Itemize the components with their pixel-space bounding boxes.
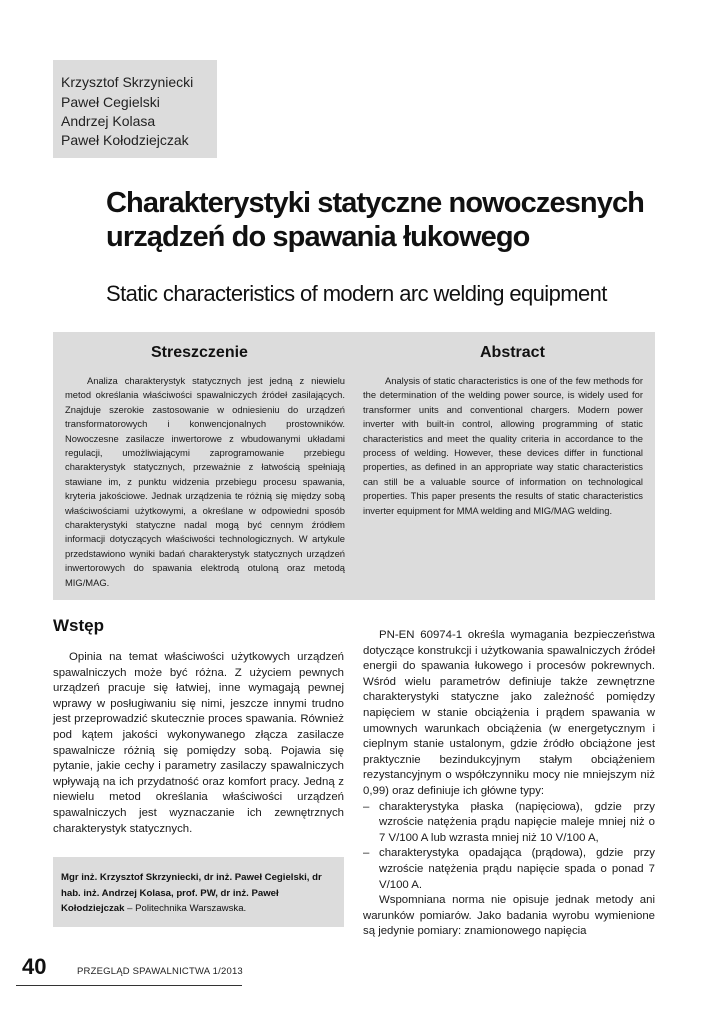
- list-dash: –: [363, 800, 370, 813]
- journal-name: PRZEGLĄD SPAWALNICTWA 1/2013: [77, 966, 243, 977]
- body-paragraph: PN-EN 60974-1 określa wymagania bezpieczeństwa dotyczące konstrukcji i użytkowania spawalniczych źródeł energii do spawania łukowego i procesów pokrewnych. Wśród wielu parametrów definiuje także zewnętrzne charakterystyki statyczne jako zależność pomiędzy napięciem w stanie obciążenia i prądem spawania w umownych warunkach obciążenia (w energetycznym i cieplnym stanie ustalonym, gdzie źródło obciążone jest praktycznie bezindukcyjnym stałym obciążeniem rezystancyjnym o współczynniku mocy nie mniejszym niż 0,99) oraz definiuje ich główne typy:: [363, 629, 655, 797]
- abstract-box: [53, 332, 655, 600]
- author-name: Krzysztof Skrzyniecki: [61, 74, 194, 90]
- list-dash: –: [363, 847, 370, 860]
- affiliation-names: Mgr inż. Krzysztof Skrzyniecki, dr inż. Paweł Cegielski, dr hab. inż. Andrzej Kolasa, prof. PW, dr inż. Paweł Kołodziejczak: [61, 872, 322, 914]
- body-paragraph: Wspomniana norma nie opisuje jednak metody ani warunków pomiarów. Jako badania wyrobu wymienione są jedynie pomiary: znamionowego napięcia: [363, 894, 655, 938]
- abstract-heading: Abstract: [480, 344, 545, 361]
- streszczenie-text: Analiza charakterystyk statycznych jest jedną z niewielu metod określania właściwości spawalniczych źródeł zasilających. Znajduje szerokie zastosowanie w odniesieniu do urządzeń transformatorowych i konwencjonalnych prostowników. Nowoczesne zasilacze inwertorowe z wbudowanymi układami regulacji, umożliwiającymi zaprogramowanie przebiegu charakterystyk statycznych, przeważnie z łatwością spełniają stawiane im, z punktu widzenia przebiegu procesu spawania, kryteria jakościowe. Jednak urządzenia te różnią się między sobą właściwościami użytkowymi, a określane w odpowiedni sposób charakterystyki statyczne nadal mogą być cennym źródłem informacji dotyczących właściwości technologicznych. W artykule przedstawiono wyniki badań charakterystyk statycznych urządzeń inwertorowych do spawania elektrodą otuloną oraz metodą MIG/MAG.: [65, 375, 345, 588]
- abstract-text: Analysis of static characteristics is one of the few methods for the determination of the welding power source, is widely used for transformer units and conventional chargers. Modern power inverter with built-in control, allowing programming of static characteristics and meet the quality criteria in accordance to the process of welding. However, these devices differ in functional properties, as defined in an appropriate way static characteristics can still be a valuable source of information on technological properties. This paper presents the results of static characteristics inverter equipment for MMA welding and MIG/MAG welding.: [363, 375, 643, 516]
- article-title: Charakterystyki statyczne nowoczesnych urządzeń do spawania łukowego: [106, 187, 644, 253]
- list-item: [363, 800, 655, 847]
- authors-box: [53, 60, 217, 158]
- author-name: Andrzej Kolasa: [61, 113, 156, 129]
- right-column: [363, 628, 655, 940]
- author-name: Paweł Kołodziejczak: [61, 132, 189, 148]
- author-name: Paweł Cegielski: [61, 94, 160, 110]
- list-item-text: charakterystyka płaska (napięciowa), gdzie przy wzroście natężenia prądu napięcie maleje mniej niż o 7 V/100 A lub wzrasta mniej niż 10 V/100 A,: [379, 800, 655, 844]
- streszczenie-heading: Streszczenie: [151, 344, 248, 361]
- list-item-text: charakterystyka opadająca (prądowa), gdzie przy wzroście natężenia prądu napięcie spada o ponad 7 V/100 A.: [379, 847, 655, 891]
- footer-rule: [16, 985, 242, 986]
- section-heading-intro: Wstęp: [53, 616, 104, 635]
- list-item: [363, 846, 655, 893]
- article-subtitle: Static characteristics of modern arc welding equipment: [106, 281, 607, 306]
- affiliation-text: [61, 870, 339, 917]
- affiliation-box: [53, 857, 344, 927]
- left-column: [53, 650, 344, 837]
- page-number: 40: [22, 954, 47, 979]
- affiliation-institution: – Politechnika Warszawska.: [124, 903, 247, 914]
- intro-paragraph: Opinia na temat właściwości użytkowych urządzeń spawalniczych może być różna. Z użyciem pewnych urządzeń pracuje się łatwiej, inne wymagają pewnej wprawy w posługiwaniu się nimi, jeszcze innymi trudno jest przeprowadzić skutecznie proces spawania. Również pod kątem jakości wykonywanego złącza zasilacze spawalnicze różnią się pomiędzy sobą. Pojawia się pytanie, jakie cechy i parametry zasilaczy spawalniczych wpływają na ich przydatność oraz komfort pracy. Jedną z niewielu metod określania właściwości urządzeń spawalniczych jest wyznaczanie ich zewnętrznych charakterystyk statycznych.: [53, 651, 344, 835]
